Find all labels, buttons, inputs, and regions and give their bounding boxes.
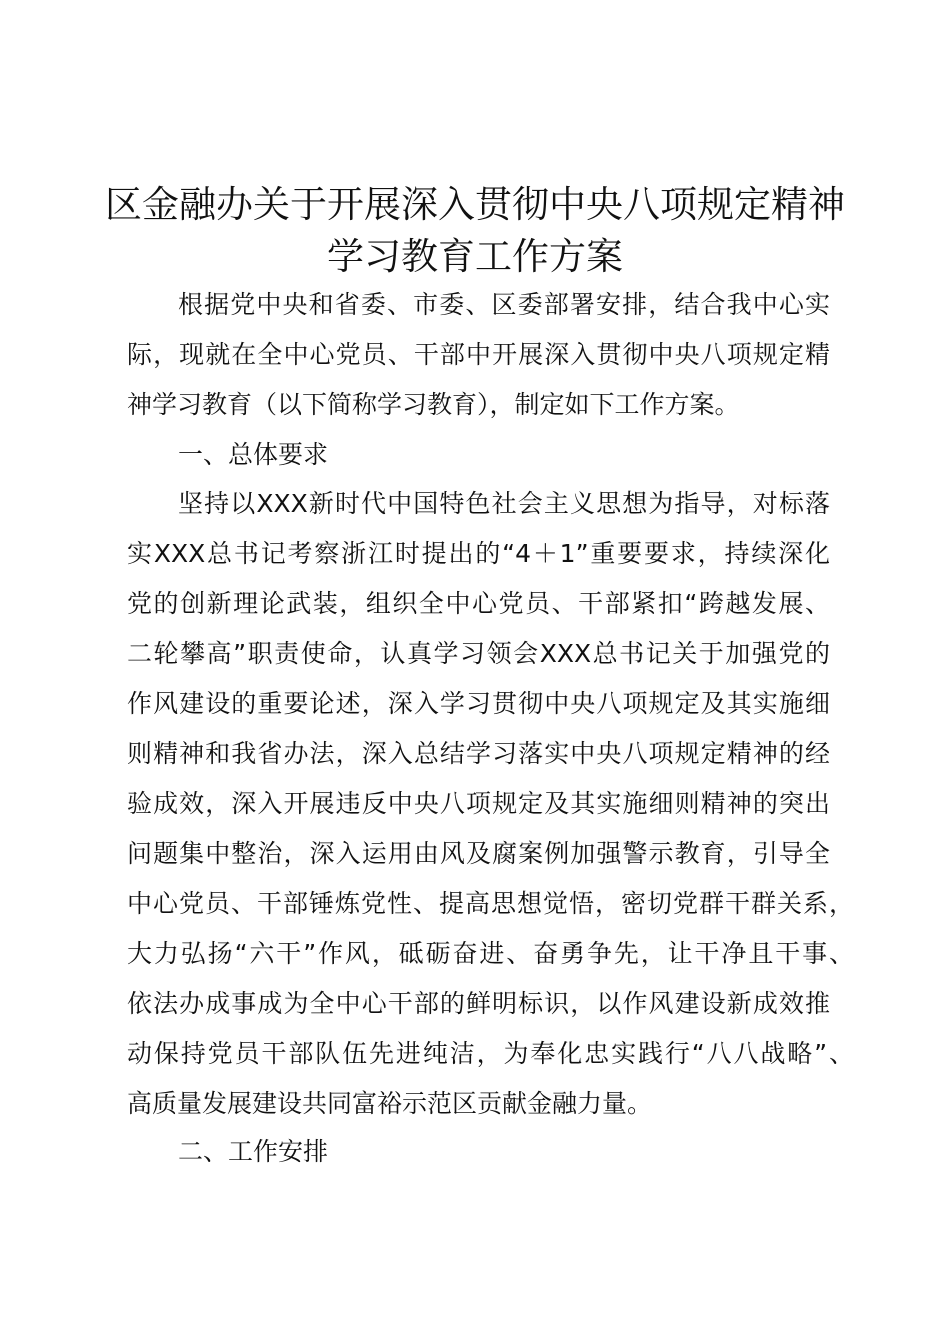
section-paragraph-line: 问题集中整治，深入运用由风及腐案例加强警示教育，引导全 — [127, 839, 830, 868]
section-paragraph-line: 高质量发展建设共同富裕示范区贡献金融力量。 — [127, 1089, 653, 1118]
section-heading-work-arrangement: 二、工作安排 — [178, 1137, 329, 1166]
section-paragraph-line: 动保持党员干部队伍先进纯洁，为奉化忠实践行“八八战略”、 — [127, 1039, 854, 1068]
section-heading-general-requirements: 一、总体要求 — [178, 440, 329, 469]
section-paragraph-line: 验成效，深入开展违反中央八项规定及其实施细则精神的突出 — [127, 789, 830, 818]
document-title-line-2: 学习教育工作方案 — [327, 235, 623, 278]
document-title-line-1: 区金融办关于开展深入贯彻中央八项规定精神 — [105, 183, 845, 226]
section-paragraph-line: 大力弘扬“六干”作风，砥砺奋进、奋勇争先，让干净且干事、 — [127, 939, 854, 968]
section-paragraph-line: 则精神和我省办法，深入总结学习落实中央八项规定精神的经 — [127, 739, 830, 768]
section-paragraph-line: 坚持以XXX新时代中国特色社会主义思想为指导，对标落 — [178, 489, 830, 518]
section-paragraph-line: 实XXX总书记考察浙江时提出的“4＋1”重要要求，持续深化 — [127, 539, 830, 568]
intro-paragraph-line: 际，现就在全中心党员、干部中开展深入贯彻中央八项规定精 — [127, 340, 830, 369]
section-paragraph-line: 党的创新理论武装，组织全中心党员、干部紧扣“跨越发展、 — [127, 589, 830, 618]
section-paragraph-line: 中心党员、干部锤炼党性、提高思想觉悟，密切党群干群关系， — [127, 889, 854, 918]
intro-paragraph-line: 神学习教育（以下简称学习教育），制定如下工作方案。 — [127, 390, 740, 419]
section-paragraph-line: 依法办成事成为全中心干部的鲜明标识，以作风建设新成效推 — [127, 989, 830, 1018]
section-paragraph-line: 作风建设的重要论述，深入学习贯彻中央八项规定及其实施细 — [127, 689, 830, 718]
section-paragraph-line: 二轮攀高”职责使命，认真学习领会XXX总书记关于加强党的 — [127, 639, 830, 668]
intro-paragraph-line: 根据党中央和省委、市委、区委部署安排，结合我中心实 — [178, 290, 830, 319]
